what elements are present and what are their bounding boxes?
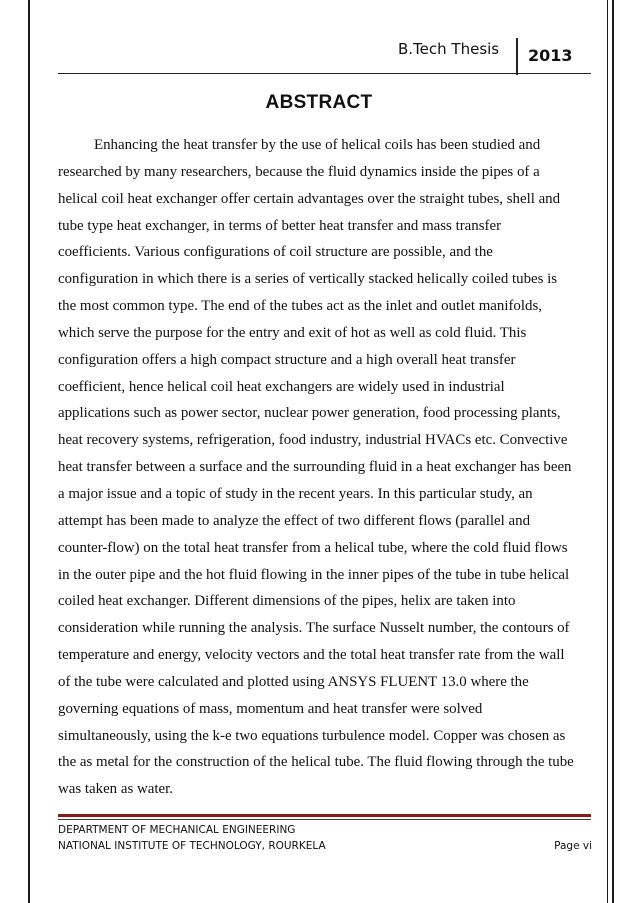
abstract-line: coefficients. Various configurations of coil structure are possible, and the — [58, 244, 493, 261]
header-year: 2013 — [528, 46, 573, 65]
footer-institute: NATIONAL INSTITUTE OF TECHNOLOGY, ROURKELA — [58, 840, 326, 852]
abstract-line: applications such as power sector, nuclear power generation, food processing plants, — [58, 405, 561, 422]
abstract-line: attempt has been made to analyze the effect of two different flows (parallel and — [58, 512, 531, 529]
abstract-line: configuration in which there is a series of vertically stacked helically coiled tubes is — [58, 271, 558, 288]
page-border-left — [28, 0, 30, 903]
abstract-line: researched by many researchers, because the fluid dynamics inside the pipes of a — [58, 163, 540, 180]
abstract-line: temperature and energy, velocity vectors and the total heat transfer rate from the wall — [58, 647, 565, 664]
header-separator — [516, 38, 518, 75]
abstract-line: counter-flow) on the total heat transfer from a helical tube, where the cold fluid flows — [58, 539, 568, 556]
abstract-line: coefficient, hence helical coil heat exchangers are widely used in industrial — [58, 378, 505, 395]
abstract-line: which serve the purpose for the entry and exit of hot as well as cold fluid. This — [58, 324, 527, 341]
abstract-line: governing equations of mass, momentum and heat transfer were solved — [58, 700, 483, 717]
abstract-line: was taken as water. — [58, 781, 173, 798]
abstract-line: heat transfer between a surface and the surrounding fluid in a heat exchanger has been — [58, 459, 572, 476]
abstract-line: configuration offers a high compact structure and a high overall heat transfer — [58, 351, 516, 368]
abstract-line: coiled heat exchanger. Different dimensions of the pipes, helix are taken into — [58, 593, 516, 610]
footer-page-number: Page vi — [554, 840, 592, 852]
abstract-line: helical coil heat exchanger offer certain advantages over the straight tubes, shell and — [58, 190, 561, 207]
page-border-right-inner — [607, 0, 608, 903]
abstract-line: simultaneously, using the k-e two equations turbulence model. Copper was chosen as — [58, 727, 566, 744]
footer-rule-thick — [58, 814, 591, 817]
abstract-line: in the outer pipe and the hot fluid flowing in the inner pipes of the tube in tube helical — [58, 566, 570, 583]
header-title: B.Tech Thesis — [398, 40, 500, 58]
abstract-line: of the tube were calculated and plotted using ANSYS FLUENT 13.0 where the — [58, 673, 529, 690]
footer-rule-thin — [58, 819, 591, 820]
abstract-line: tube type heat exchanger, in terms of better heat transfer and mass transfer — [58, 217, 502, 234]
page-border-right-outer — [612, 0, 614, 903]
abstract-line: the most common type. The end of the tubes act as the inlet and outlet manifolds, — [58, 298, 542, 315]
header-rule — [58, 73, 591, 74]
footer-department: DEPARTMENT OF MECHANICAL ENGINEERING — [58, 824, 296, 836]
abstract-body — [58, 132, 590, 803]
abstract-line: Enhancing the heat transfer by the use of helical coils has been studied and — [94, 137, 541, 153]
abstract-line: a major issue and a topic of study in the recent years. In this particular study, an — [58, 485, 533, 502]
abstract-line: heat recovery systems, refrigeration, food industry, industrial HVACs etc. Convective — [58, 432, 568, 449]
abstract-line: consideration while running the analysis. The surface Nusselt number, the contours of — [58, 620, 570, 637]
abstract-line: the as metal for the construction of the helical tube. The fluid flowing through the tube — [58, 754, 574, 771]
abstract-heading: ABSTRACT — [265, 92, 373, 113]
